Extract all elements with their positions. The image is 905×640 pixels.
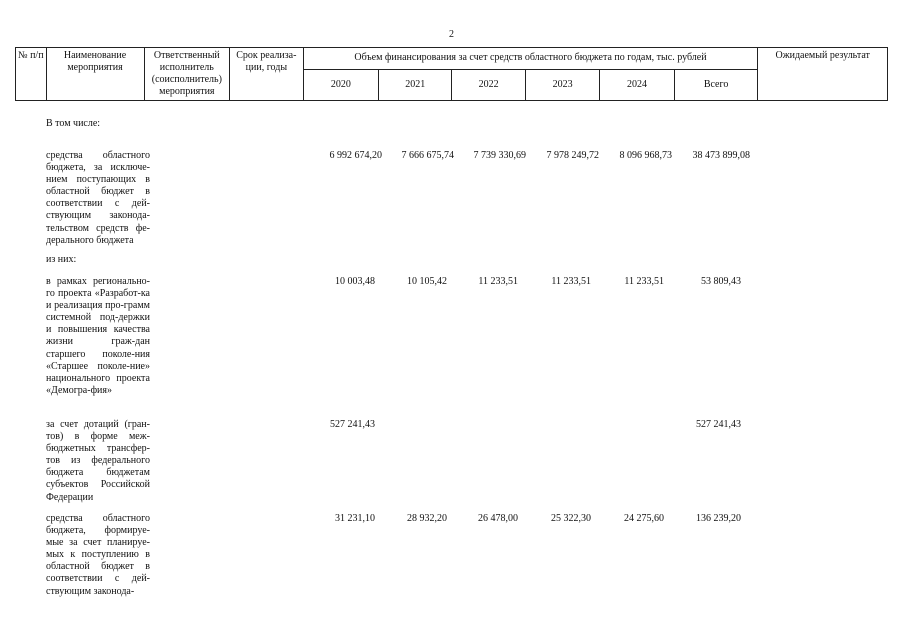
row-1-2023: 7 978 249,72 xyxy=(546,150,599,161)
row-4-2021: 28 932,20 xyxy=(407,513,447,524)
header-year-2022: 2022 xyxy=(452,70,525,101)
row-4-2023: 25 322,30 xyxy=(551,513,591,524)
header-number: № п/п xyxy=(16,48,47,101)
row-1-2020: 6 992 674,20 xyxy=(329,150,382,161)
row-4-name: средства областного бюджета, формируе-мые за счет планируе-мых к поступлению в областной бюджет в соответствии с дей-ствующим законода- xyxy=(46,513,150,597)
row-4-total: 136 239,20 xyxy=(696,513,741,524)
row-2-2020: 10 003,48 xyxy=(335,276,375,287)
row-3-2020: 527 241,43 xyxy=(330,419,375,430)
row-2-name: в рамках регионально-го проекта «Разработ-ка и реализация про-грамм системной под-держки и повышения качества жизни граж-дан старшего поколе-ния «Старшее поколе-ние» национального проекта «Демогра-фия» xyxy=(46,276,150,396)
row-1-2021: 7 666 675,74 xyxy=(401,150,454,161)
row-4-2020: 31 231,10 xyxy=(335,513,375,524)
row-1-2024: 8 096 968,73 xyxy=(619,150,672,161)
row-4-2024: 24 275,60 xyxy=(624,513,664,524)
row-4-2022: 26 478,00 xyxy=(478,513,518,524)
header-responsible: Ответственный исполнитель (соисполнитель) мероприятия xyxy=(144,48,230,101)
header-total: Всего xyxy=(674,70,758,101)
header-volume: Объем финансирования за счет средств областного бюджета по годам, тыс. рублей xyxy=(303,48,758,70)
header-year-2024: 2024 xyxy=(600,70,674,101)
financing-table-header xyxy=(15,47,888,101)
header-year-2021: 2021 xyxy=(379,70,452,101)
section-of-which: из них: xyxy=(46,254,77,265)
section-including: В том числе: xyxy=(46,118,101,129)
row-1-total: 38 473 899,08 xyxy=(692,150,750,161)
row-2-2022: 11 233,51 xyxy=(478,276,518,287)
header-year-2020: 2020 xyxy=(303,70,378,101)
row-2-total: 53 809,43 xyxy=(701,276,741,287)
row-1-name: средства областного бюджета, за исключе-нием поступающих в областной бюджет в соответствии с дей-ствующим законода-тельством средств фе-дерального бюджета xyxy=(46,150,150,246)
row-2-2021: 10 105,42 xyxy=(407,276,447,287)
row-3-name: за счет дотаций (гран-тов) в форме меж-бюджетных трансфер-тов из федерального бюджета бюджетам субъектов Российской Федерации xyxy=(46,419,150,503)
row-2-2023: 11 233,51 xyxy=(551,276,591,287)
header-name: Наименование мероприятия xyxy=(46,48,144,101)
row-2-2024: 11 233,51 xyxy=(624,276,664,287)
header-result: Ожидаемый результат xyxy=(758,48,888,101)
row-1-2022: 7 739 330,69 xyxy=(473,150,526,161)
page-number: 2 xyxy=(449,29,454,40)
row-3-total: 527 241,43 xyxy=(696,419,741,430)
header-period: Срок реализа-ции, годы xyxy=(230,48,303,101)
header-year-2023: 2023 xyxy=(525,70,599,101)
